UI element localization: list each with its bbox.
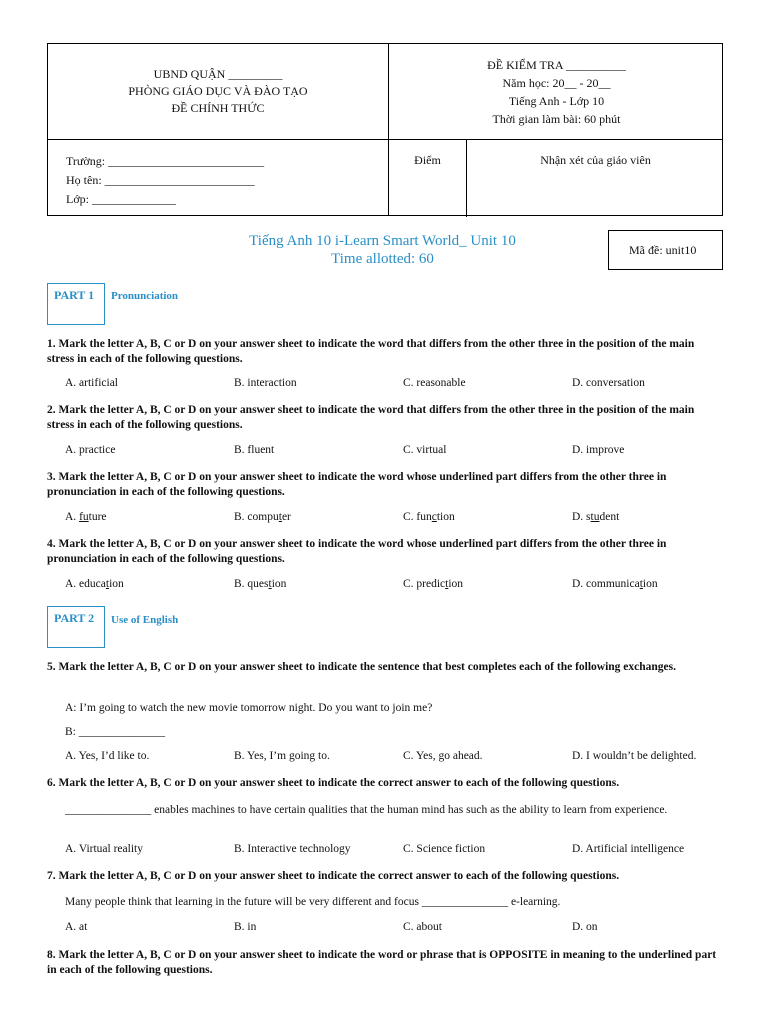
option-prefix: B. ques bbox=[234, 578, 269, 590]
underlined-part: t bbox=[445, 578, 449, 590]
option-prefix: C. fun bbox=[403, 511, 432, 523]
question-3: 3. Mark the letter A, B, C or D on your answer sheet to indicate the word whose underlined part differs from the other three in pronunciation in each of the following questions. bbox=[47, 471, 667, 498]
underlined-part: t bbox=[268, 578, 272, 590]
question-7: 7. Mark the letter A, B, C or D on your answer sheet to indicate the correct answer to each of the following questions. bbox=[47, 870, 620, 882]
option-d[interactable]: D. I wouldn’t be delighted. bbox=[572, 750, 697, 762]
option-d[interactable]: D. Artificial intelligence bbox=[572, 843, 685, 855]
dialogue-line-a: A: I’m going to watch the new movie tomorrow night. Do you want to join me? bbox=[65, 702, 433, 714]
option-b[interactable] bbox=[234, 578, 286, 590]
underlined-part: fu bbox=[79, 511, 89, 523]
option-suffix: ion bbox=[271, 578, 287, 590]
department-block bbox=[48, 66, 388, 117]
option-a[interactable] bbox=[65, 578, 124, 590]
question-4: 4. Mark the letter A, B, C or D on your answer sheet to indicate the word whose underlined part differs from the other three in pronunciation in each of the following questions. bbox=[47, 538, 667, 565]
option-a[interactable] bbox=[65, 511, 107, 523]
part-2-title: Use of English bbox=[111, 614, 179, 626]
option-suffix: ion bbox=[109, 578, 124, 590]
underlined-part: c bbox=[431, 511, 437, 523]
option-a[interactable]: A. artificial bbox=[65, 377, 119, 389]
option-a[interactable]: A. practice bbox=[65, 444, 116, 456]
time-allotted: Time allotted: 60 bbox=[331, 251, 434, 267]
department-line: PHÒNG GIÁO DỤC VÀ ĐÀO TẠO bbox=[128, 84, 308, 98]
exam-code-box: Mã đề: unit10 bbox=[608, 230, 723, 270]
option-b[interactable]: B. in bbox=[234, 921, 257, 933]
option-prefix: D. s bbox=[572, 511, 591, 523]
option-c[interactable] bbox=[403, 511, 455, 523]
option-b[interactable]: B. Yes, I’m going to. bbox=[234, 750, 330, 762]
option-b[interactable]: B. interaction bbox=[234, 377, 297, 389]
school-year: Năm học: 20__ - 20__ bbox=[502, 76, 611, 90]
question-7-stem: Many people think that learning in the future will be very different and focus _______________ e-learning. bbox=[65, 896, 561, 908]
underlined-part: t bbox=[278, 511, 282, 523]
option-suffix: tion bbox=[436, 511, 455, 523]
option-a[interactable]: A. at bbox=[65, 921, 88, 933]
underlined-part: t bbox=[105, 578, 110, 590]
option-b[interactable] bbox=[234, 511, 291, 523]
option-b[interactable]: B. fluent bbox=[234, 444, 275, 456]
part-2-box: PART 2 bbox=[47, 606, 105, 648]
subject-grade: Tiếng Anh - Lớp 10 bbox=[508, 94, 605, 108]
name-field: Họ tên: _________________________ bbox=[66, 173, 255, 187]
option-suffix: er bbox=[281, 511, 291, 523]
option-c[interactable]: C. Science fiction bbox=[403, 843, 486, 855]
part-1-box: PART 1 bbox=[47, 283, 105, 325]
option-d[interactable]: D. conversation bbox=[572, 377, 645, 389]
score-label: Điểm bbox=[414, 153, 441, 167]
question-6-stem: _______________ enables machines to have certain qualities that the human mind has such as the ability to learn from experience. bbox=[65, 804, 668, 816]
option-c[interactable] bbox=[403, 578, 463, 590]
part-1-title: Pronunciation bbox=[111, 290, 179, 302]
exam-main-title: Tiếng Anh 10 i-Learn Smart World_ Unit 10 bbox=[249, 233, 516, 249]
teacher-comment-label: Nhận xét của giáo viên bbox=[540, 153, 651, 167]
question-8: 8. Mark the letter A, B, C or D on your answer sheet to indicate the word or phrase that is OPPOSITE in meaning to the underlined part in each of the following questions. bbox=[47, 949, 717, 976]
option-prefix: A. bbox=[65, 511, 80, 523]
option-c[interactable]: C. virtual bbox=[403, 444, 447, 456]
time-limit: Thời gian làm bài: 60 phút bbox=[492, 112, 621, 126]
question-5: 5. Mark the letter A, B, C or D on your answer sheet to indicate the sentence that best completes each of the following exchanges. bbox=[47, 661, 677, 673]
question-1: 1. Mark the letter A, B, C or D on your answer sheet to indicate the word that differs from the other three in the position of the main stress in each of the following questions. bbox=[47, 338, 695, 365]
underlined-part: tu bbox=[590, 511, 600, 523]
option-suffix: ion bbox=[448, 578, 464, 590]
option-a[interactable]: A. Yes, I’d like to. bbox=[65, 750, 150, 762]
class-field: Lớp: ______________ bbox=[66, 192, 177, 206]
official-label: ĐỀ CHÍNH THỨC bbox=[171, 101, 265, 115]
exam-title: ĐỀ KIỂM TRA __________ bbox=[487, 58, 626, 72]
option-c[interactable]: C. Yes, go ahead. bbox=[403, 750, 483, 762]
district-line: UBND QUẬN _________ bbox=[153, 67, 283, 81]
question-6: 6. Mark the letter A, B, C or D on your answer sheet to indicate the correct answer to each of the following questions. bbox=[47, 777, 620, 789]
option-c[interactable]: C. reasonable bbox=[403, 377, 466, 389]
student-info bbox=[66, 152, 264, 209]
option-b[interactable]: B. Interactive technology bbox=[234, 843, 351, 855]
exam-header-table bbox=[47, 43, 723, 216]
option-suffix: dent bbox=[599, 511, 620, 523]
option-suffix: ture bbox=[88, 511, 107, 523]
option-suffix: ion bbox=[642, 578, 658, 590]
underlined-part: t bbox=[639, 578, 643, 590]
dialogue-line-b: B: _______________ bbox=[65, 726, 165, 738]
divider bbox=[466, 140, 467, 217]
option-d[interactable]: D. on bbox=[572, 921, 598, 933]
option-d[interactable]: D. improve bbox=[572, 444, 625, 456]
school-field: Trường: __________________________ bbox=[66, 154, 265, 168]
option-prefix: A. educa bbox=[65, 578, 106, 590]
option-prefix: D. communica bbox=[572, 578, 640, 590]
option-d[interactable] bbox=[572, 511, 619, 523]
option-d[interactable] bbox=[572, 578, 658, 590]
exam-title-block bbox=[180, 232, 585, 268]
exam-info-block bbox=[389, 56, 724, 128]
option-prefix: B. compu bbox=[234, 511, 279, 523]
option-c[interactable]: C. about bbox=[403, 921, 442, 933]
option-prefix: C. predic bbox=[403, 578, 446, 590]
option-a[interactable]: A. Virtual reality bbox=[65, 843, 143, 855]
question-2: 2. Mark the letter A, B, C or D on your answer sheet to indicate the word that differs from the other three in the position of the main stress in each of the following questions. bbox=[47, 404, 695, 431]
